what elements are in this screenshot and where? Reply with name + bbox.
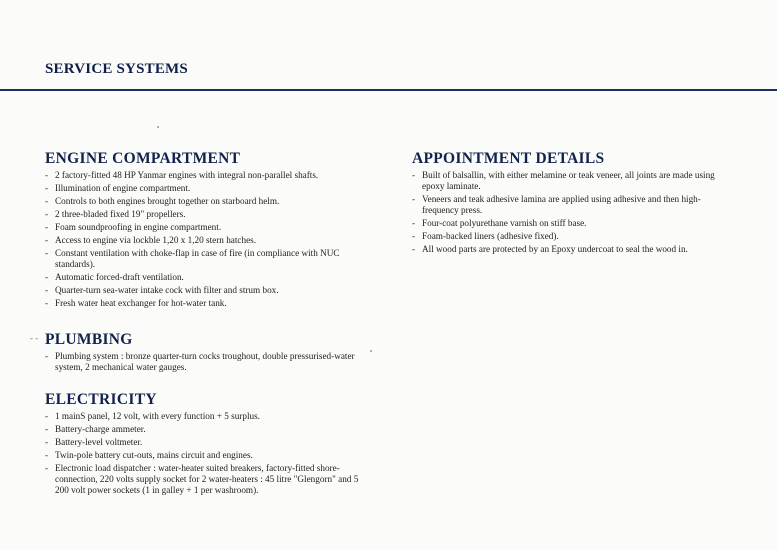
list-item (45, 437, 360, 448)
bullet-dash: - (45, 450, 49, 460)
bullet-dash: - (45, 222, 49, 232)
list-item (45, 424, 360, 435)
bullet-dash: - (45, 298, 49, 309)
engine-list (45, 170, 345, 309)
bullet-dash: - (45, 285, 49, 296)
list-item (412, 244, 722, 255)
list-item (45, 351, 365, 373)
electricity-section (45, 391, 360, 498)
bullet-dash: - (45, 437, 49, 447)
paper-speck (370, 350, 372, 352)
bullet-dash: - (45, 196, 49, 206)
list-item-text: Foam-backed liners (adhesive fixed). (422, 231, 559, 242)
bullet-dash: - (412, 218, 416, 229)
section-heading: ELECTRICITY (45, 391, 157, 408)
margin-mark: - - (30, 333, 39, 343)
plumbing-list (45, 351, 365, 373)
appointment-list (412, 170, 722, 256)
bullet-dash: - (45, 170, 49, 180)
list-item-text: Quarter-turn sea-water intake cock with filter and strum box. (55, 285, 279, 296)
page-header (0, 0, 777, 92)
list-item (45, 411, 360, 422)
list-item-text: All wood parts are protected by an Epoxy undercoat to seal the wood in. (422, 244, 688, 255)
list-item-text: Twin-pole battery cut-outs, mains circuit and engines. (55, 450, 253, 460)
list-item-text: Battery-level voltmeter. (55, 437, 143, 447)
bullet-dash: - (45, 248, 49, 258)
appointment-details-section (412, 150, 722, 257)
list-item-text: Plumbing system : bronze quarter-turn cocks troughout, double pressurised-water system, 2 mechanical water gauges. (55, 351, 355, 373)
list-item (45, 285, 345, 296)
bullet-dash: - (45, 209, 49, 219)
section-heading: PLUMBING (45, 331, 133, 348)
header-rule (0, 89, 777, 91)
list-item (45, 272, 345, 283)
list-item-text: Four-coat polyurethane varnish on stiff base. (422, 218, 587, 229)
bullet-dash: - (45, 183, 49, 193)
list-item (412, 218, 722, 229)
list-item-text: Electronic load dispatcher : water-heater suited breakers, factory-fitted shore-connection, 220 volts supply socket for 2 water-heaters : 45 litre "Glengorn" and 5 200 volt power sockets (1 in galley + 1 per washroom). (55, 463, 359, 496)
list-item-text: 1 mainS panel, 12 volt, with every function + 5 surplus. (55, 411, 260, 421)
page-title: SERVICE SYSTEMS (45, 61, 188, 77)
list-item-text: Illumination of engine compartment. (55, 183, 191, 193)
list-item (45, 248, 345, 270)
section-heading: APPOINTMENT DETAILS (412, 150, 605, 167)
list-item-text: Built of balsallin, with either melamine or teak veneer, all joints are made using epoxy laminate. (422, 170, 715, 192)
list-item (45, 450, 360, 461)
list-item-text: 2 three-bladed fixed 19" propellers. (55, 209, 186, 219)
list-item (45, 196, 345, 207)
list-item (45, 170, 345, 181)
paper-speck (157, 126, 159, 128)
list-item-text: Fresh water heat exchanger for hot-water tank. (55, 298, 227, 309)
list-item-text: Automatic forced-draft ventilation. (55, 272, 184, 283)
bullet-dash: - (412, 194, 416, 205)
bullet-dash: - (412, 231, 416, 242)
list-item (412, 231, 722, 242)
section-heading: ENGINE COMPARTMENT (45, 150, 241, 167)
list-item (45, 235, 345, 246)
bullet-dash: - (45, 463, 49, 473)
list-item-text: Controls to both engines brought together on starboard helm. (55, 196, 280, 206)
list-item (45, 222, 345, 233)
list-item-text: Veneers and teak adhesive lamina are applied using adhesive and then high-frequency press. (422, 194, 701, 216)
bullet-dash: - (45, 411, 49, 421)
bullet-dash: - (45, 272, 49, 283)
bullet-dash: - (412, 170, 416, 180)
bullet-dash: - (45, 351, 49, 361)
electricity-list (45, 411, 360, 497)
list-item-text: 2 factory-fitted 48 HP Yanmar engines with integral non-parallel shafts. (55, 170, 319, 180)
list-item (45, 209, 345, 220)
list-item (45, 463, 360, 497)
list-item (412, 194, 722, 216)
bullet-dash: - (45, 235, 49, 245)
plumbing-section (45, 331, 365, 375)
list-item (412, 170, 722, 192)
list-item-text: Access to engine via lockble 1,20 x 1,20 stern hatches. (55, 235, 257, 245)
list-item-text: Constant ventilation with choke-flap in case of fire (in compliance with NUC standards). (55, 248, 340, 270)
engine-compartment-section (45, 150, 345, 311)
bullet-dash: - (412, 244, 416, 255)
list-item (45, 298, 345, 309)
bullet-dash: - (45, 424, 49, 434)
list-item-text: Battery-charge ammeter. (55, 424, 146, 434)
list-item (45, 183, 345, 194)
list-item-text: Foam soundproofing in engine compartment. (55, 222, 222, 232)
